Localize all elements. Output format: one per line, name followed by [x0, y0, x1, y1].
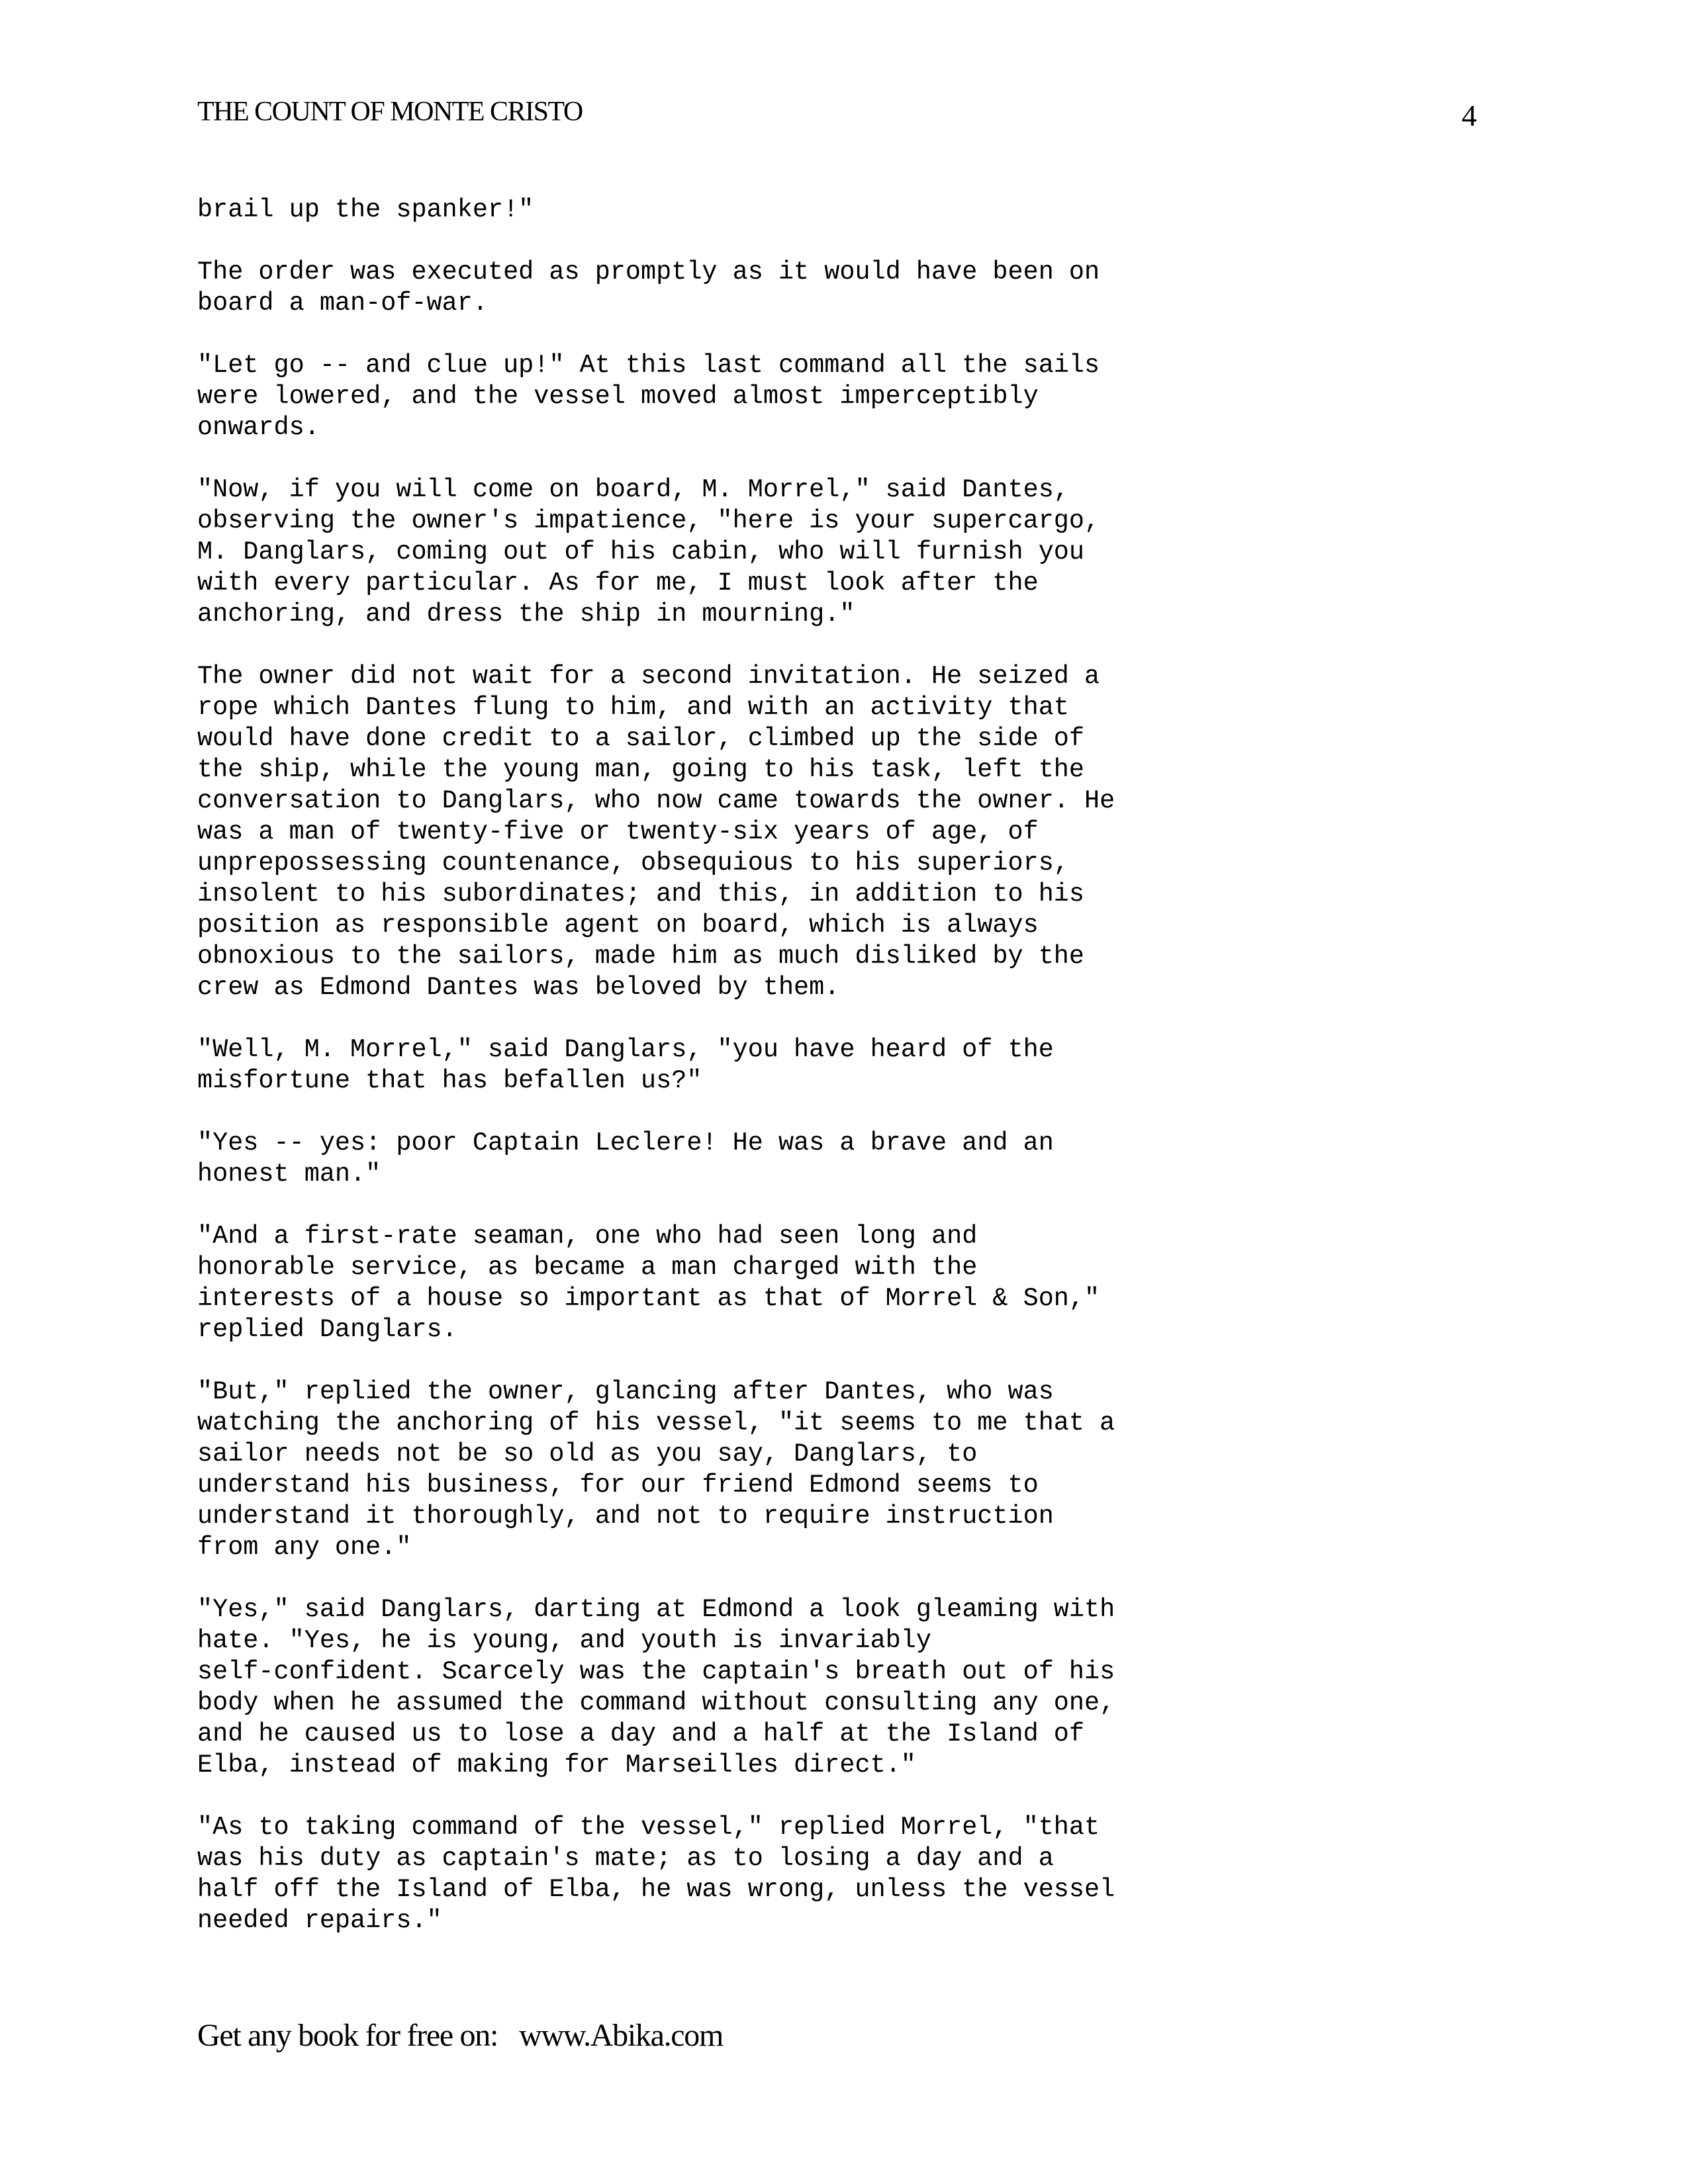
paragraph: "Yes," said Danglars, darting at Edmond a look gleaming with hate. "Yes, he is young, and youth is invariably self-confident. Scarcely was the captain's breath out of his body when he assumed the command without consulting any one, and he caused us to lose a day and a half at the Island of Elba, instead of making for Marseilles direct." — [197, 1595, 1115, 1780]
paragraph: "Yes -- yes: poor Captain Leclere! He was a brave and an honest man." — [197, 1128, 1054, 1189]
paragraph: "And a first-rate seaman, one who had seen long and honorable service, as became a man charged with the interests of a house so important as that of Morrel & Son," replied Danglars. — [197, 1222, 1100, 1344]
paragraph: "Let go -- and clue up!" At this last command all the sails were lowered, and the vessel moved almost imperceptibly onwards. — [197, 351, 1100, 442]
paragraph: The order was executed as promptly as it would have been on board a man-of-war. — [197, 257, 1100, 318]
paragraph: "But," replied the owner, glancing after Dantes, who was watching the anchoring of his vessel, "it seems to me that a sailor needs not be so old as you say, Danglars, to understand his business, for our friend Edmond seems to understand it thoroughly, and not to require instruction from any one." — [197, 1377, 1115, 1562]
footer-promo-text: Get any book for free on: www.Abika.com — [197, 2018, 724, 2053]
paragraph: The owner did not wait for a second invitation. He seized a rope which Dantes flung to him, and with an activity that would have done credit to a sailor, climbed up the side of the ship, while the young man, going to his task, left the conversation to Danglars, who now came towards the owner. He was a man of twenty-five or twenty-six years of age, of unprepossessing countenance, obsequious to his superiors, insolent to his subordinates; and this, in addition to his position as responsible agent on board, which is always obnoxious to the sailors, made him as much disliked by the crew as Edmond Dantes was beloved by them. — [197, 662, 1115, 1002]
running-header-title: THE COUNT OF MONTE CRISTO — [197, 97, 583, 127]
paragraph: "Well, M. Morrel," said Danglars, "you have heard of the misfortune that has befallen us?" — [197, 1035, 1054, 1095]
paragraph: "Now, if you will come on board, M. Morrel," said Dantes, observing the owner's impatience, "here is your supercargo, M. Danglars, coming out of his cabin, who will furnish you with every particular. As for me, I must look after the anchoring, and dress the ship in mourning." — [197, 475, 1100, 629]
page-number: 4 — [1462, 99, 1477, 132]
body-text — [197, 195, 1455, 1968]
paragraph: "As to taking command of the vessel," replied Morrel, "that was his duty as captain's mate; as to losing a day and a half off the Island of Elba, he was wrong, unless the vessel needed repairs." — [197, 1813, 1115, 1935]
paragraph: brail up the spanker!" — [197, 195, 534, 224]
